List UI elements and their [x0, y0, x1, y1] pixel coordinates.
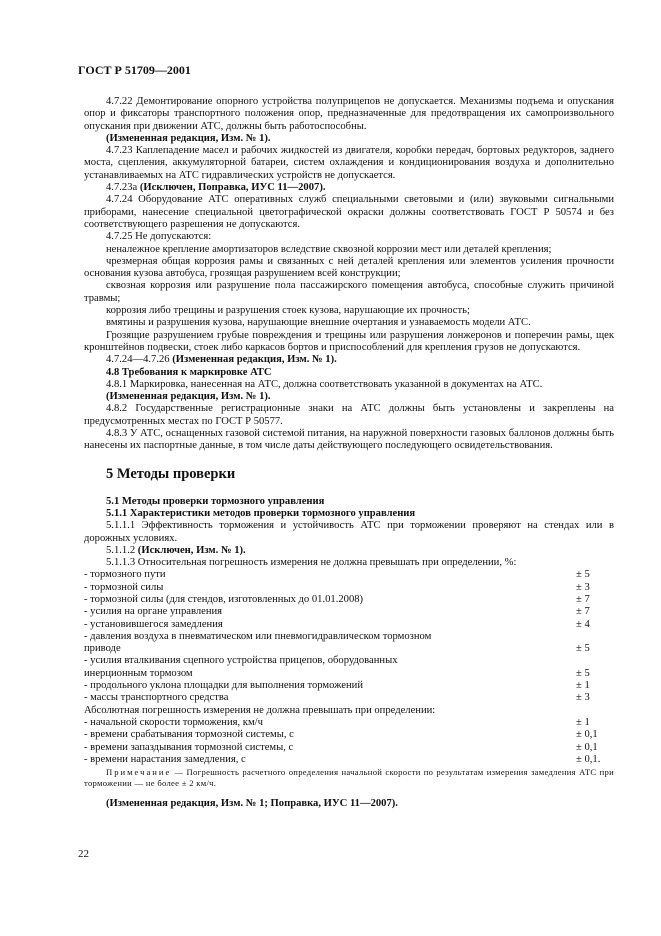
item-value: ± 5: [576, 643, 590, 655]
list-item: чрезмерная общая коррозия рамы и связанных с ней деталей крепления или элементов усиления прочности основания кузова автобуса, грозящая разрушением всей конструкции;: [84, 255, 614, 280]
item-label: - продольного уклона площадки для выполнения торможений: [84, 680, 364, 692]
heading-5-1: 5.1 Методы проверки тормозного управления: [106, 495, 325, 507]
edition-note: (Измененная редакция, Изм. № 1; Поправка, ИУС 11—2007).: [106, 798, 398, 810]
paragraph-4-7-23: 4.7.23 Каплепадение масел и рабочих жидкостей из двигателя, коробки передач, бортовых редукторов, заднего моста, сцепления, аккумуляторной батареи, систем охлаждения и кондиционирования воздуха и дополнительно устанавливаемых на АТС гидравлических устройств не допускается.: [84, 145, 614, 181]
absolute-error-intro: Абсолютная погрешность измерения не должна превышать при определении:: [84, 704, 436, 716]
item-label: - тормозной силы (для стендов, изготовленных до 01.01.2008): [84, 593, 364, 605]
list-item: сквозная коррозия или разрушение пола пассажирского помещения автобуса, способные служить причиной травмы;: [84, 280, 614, 304]
clause-status: (Измененная редакция, Изм. № 1).: [172, 354, 337, 366]
item-value: ± 0,1.: [576, 753, 601, 765]
paragraph-5-1-1-1: 5.1.1.1 Эффективность торможения и устойчивость АТС при торможении проверяют на стендах или в дорожных условиях.: [84, 520, 614, 544]
note-text: — Погрешность расчетного определения начальной скорости по результатам измерения замедления АТС при торможении — не более ± 2 км/ч.: [84, 767, 614, 789]
list-item: вмятины и разрушения кузова, нарушающие внешние очертания и узнаваемость модели АТС.: [106, 317, 531, 329]
paragraph-frame-damage: Грозящие разрушением грубые повреждения и трещины или разрушения лонжеронов и поперечин рамы, щек кронштейнов подвески, стоек либо каркасов бортов и приспособлений для крепления грузов не допускаются.: [84, 329, 614, 353]
list-item: коррозия либо трещины и разрушения стоек кузова, нарушающие их прочность;: [106, 305, 470, 317]
paragraph-4-7-24-26: [84, 354, 614, 366]
heading-4-8: 4.8 Требования к маркировке АТС: [106, 366, 272, 378]
list-item: [84, 729, 614, 741]
paragraph-4-8-3: 4.8.3 У АТС, оснащенных газовой системой питания, на наружной поверхности газовых баллонов должны быть нанесены их паспортные данные, в том числе даты действующего последующего освидетельствования.: [84, 428, 614, 452]
list-item: неналежное крепление амортизаторов вследствие сквозной коррозии мест или деталей крепления;: [106, 243, 552, 255]
paragraph-4-8-1: 4.8.1 Маркировка, нанесенная на АТС, должна соответствовать указанной в документах на АТС.: [106, 378, 543, 390]
list-item: [84, 655, 614, 680]
item-label: - тормозного пути: [84, 569, 166, 581]
list-item: [84, 680, 614, 692]
item-value: ± 1: [576, 680, 590, 692]
item-value: ± 1: [576, 716, 590, 728]
list-item: [84, 619, 614, 631]
item-label: - давления воздуха в пневматическом или пневмогидравлическом тормозном приводе: [84, 630, 432, 655]
list-item: [84, 582, 614, 594]
note-label: Примечание: [106, 767, 172, 778]
page-body: [84, 96, 614, 810]
paragraph-4-7-25: 4.7.25 Не допускаются:: [106, 231, 212, 243]
heading-5-1-1: 5.1.1 Характеристики методов проверки тормозного управления: [106, 507, 416, 519]
list-item: [84, 569, 614, 581]
item-value: ± 5: [576, 569, 590, 581]
paragraph-4-7-24: 4.7.24 Оборудование АТС оперативных служб специальными световыми и (или) звуковыми сигнальными приборами, нанесение специальной цветографической окраски должны соответствовать ГОСТ Р 50574 и без соответствующего разрешения не допускаются.: [84, 194, 614, 230]
section-5-title: 5 Методы проверки: [106, 465, 236, 482]
item-value: ± 3: [576, 692, 590, 704]
edition-note: (Измененная редакция, Изм. № 1).: [106, 132, 271, 144]
item-value: ± 0,1: [576, 741, 598, 753]
list-item: [84, 631, 614, 656]
paragraph-4-7-23a: [84, 182, 614, 194]
item-label: - усилия на органе управления: [84, 606, 223, 618]
paragraph-5-1-1-2: [84, 545, 614, 557]
list-item: [84, 754, 614, 766]
item-label: - времени нарастания замедления, с: [84, 753, 246, 765]
item-label: - массы транспортного средства: [84, 692, 229, 704]
list-item: [84, 594, 614, 606]
list-item: [84, 742, 614, 754]
item-label: - времени срабатывания тормозной системы, с: [84, 729, 294, 741]
absolute-error-list: [84, 717, 614, 766]
item-label: - времени запаздывания тормозной системы, с: [84, 741, 294, 753]
list-item: [84, 606, 614, 618]
footnote: [84, 767, 614, 789]
item-label: - установившегося замедления: [84, 618, 223, 630]
item-value: ± 4: [576, 618, 590, 630]
page-number: 22: [78, 848, 89, 860]
clause-status: (Исключен, Поправка, ИУС 11—2007).: [139, 182, 326, 194]
item-value: ± 5: [576, 667, 590, 679]
item-value: ± 7: [576, 606, 590, 618]
clause-number: 5.1.1.2: [106, 544, 136, 556]
item-value: ± 3: [576, 581, 590, 593]
paragraph-4-8-2: 4.8.2 Государственные регистрационные знаки на АТС должны быть установлены и закреплены на предусмотренных местах по ГОСТ Р 50577.: [84, 403, 614, 427]
list-item: [84, 717, 614, 729]
item-value: ± 7: [576, 593, 590, 605]
item-label: - начальной скорости торможения, км/ч: [84, 716, 263, 728]
clause-status: (Исключен, Изм. № 1).: [137, 544, 246, 556]
paragraph-4-7-22: 4.7.22 Демонтирование опорного устройства полуприцепов не допускается. Механизмы подъема и опускания опор и фиксаторы транспортного положения опор, предназначенные для предотвращения их самопроизвольного опускания при движении АТС, должны быть работоспособны.: [84, 96, 614, 132]
list-item: [84, 692, 614, 704]
item-label: - тормозной силы: [84, 581, 164, 593]
paragraph-5-1-1-3: 5.1.1.3 Относительная погрешность измерения не должна превышать при определении, %:: [106, 557, 517, 569]
item-label: - усилия вталкивания сцепного устройства прицепов, оборудованных инерционным тормозом: [84, 655, 398, 679]
item-value: ± 0,1: [576, 729, 598, 741]
clause-number: 4.7.24—4.7.26: [106, 354, 170, 366]
clause-number: 4.7.23а: [106, 182, 138, 194]
document-header: ГОСТ Р 51709—2001: [78, 63, 191, 77]
relative-error-list: [84, 569, 614, 704]
edition-note: (Измененная редакция, Изм. № 1).: [106, 391, 271, 403]
